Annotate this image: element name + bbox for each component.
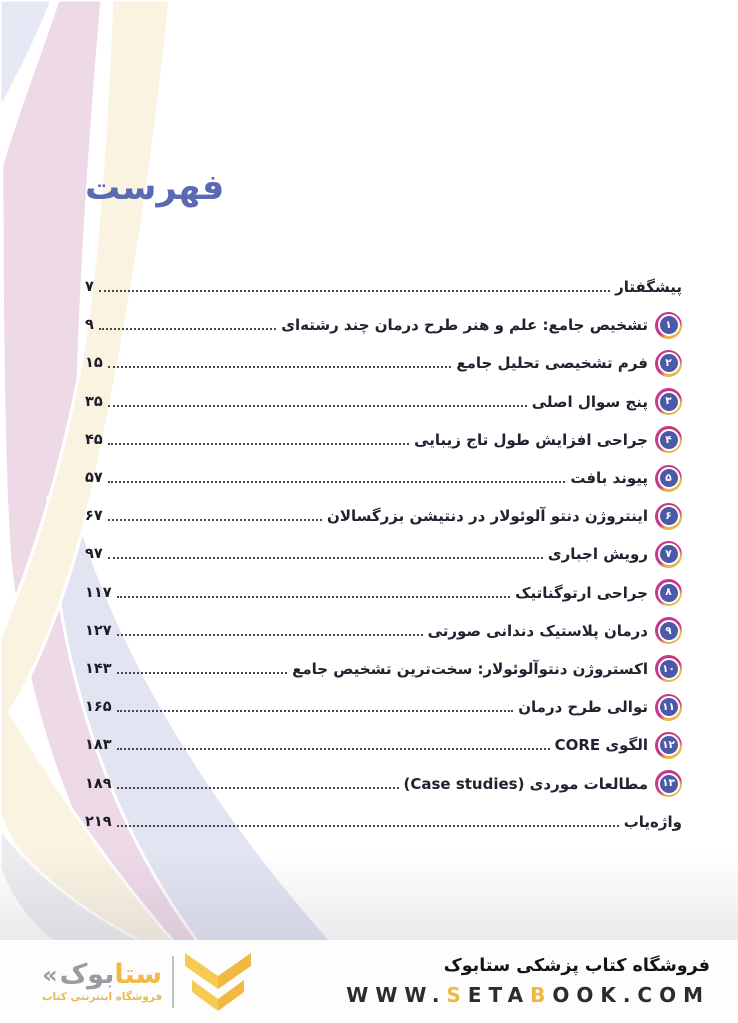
url-accent-s: S <box>446 983 468 1007</box>
toc-entry-title: جراحی ارتوگناتیک <box>515 583 648 602</box>
toc-row <box>85 383 682 421</box>
chapter-number-badge <box>655 541 682 568</box>
toc-row <box>85 726 682 764</box>
chapter-number-badge <box>655 426 682 453</box>
dotted-leader <box>117 787 399 789</box>
dotted-leader <box>108 481 566 483</box>
footer <box>0 940 738 1023</box>
toc-entry-page-number: ۹۷ <box>85 546 103 563</box>
url-part: WWW. <box>346 983 447 1007</box>
chapter-number: ۱۱ <box>658 696 680 718</box>
toc-entry-page-number: ۴۵ <box>85 431 103 448</box>
chapter-number-badge <box>655 465 682 492</box>
chapter-number: ۱۳ <box>658 773 680 795</box>
toc-row <box>85 612 682 650</box>
toc-row <box>85 344 682 382</box>
toc-row <box>85 421 682 459</box>
toc-entry-page-number: ۱۵ <box>85 355 103 372</box>
chapter-number: ۱ <box>658 314 680 336</box>
toc-row <box>85 764 682 802</box>
toc-row <box>85 535 682 573</box>
url-part: ETA <box>467 983 531 1007</box>
toc-entry-title: پیشگفتار <box>615 278 682 297</box>
toc-entry-title: مطالعات موردی (Case studies) <box>403 774 648 793</box>
logo-wordmark <box>42 960 162 990</box>
toc-entry-page-number: ۹ <box>85 317 94 334</box>
logo-tagline: فروشگاه اینترنتی کتاب <box>42 991 163 1004</box>
chapter-number: ۵ <box>658 467 680 489</box>
logo-guillemet: « <box>42 960 58 989</box>
dotted-leader <box>108 519 322 521</box>
dotted-leader <box>117 634 423 636</box>
dotted-leader <box>99 290 610 292</box>
toc-entry-title: پیوند بافت <box>570 469 648 488</box>
toc-row <box>85 803 682 841</box>
chapter-number-badge <box>655 503 682 530</box>
toc-entry-title: رویش اجباری <box>547 545 648 564</box>
chapter-number-badge <box>655 388 682 415</box>
page-title: فهرست <box>85 168 225 208</box>
toc-entry-title: پنج سوال اصلی <box>531 392 648 411</box>
logo-word-part-2: بوک <box>59 958 115 990</box>
toc-entry-page-number: ۷ <box>85 279 94 296</box>
toc-entry-title: جراحی افزایش طول تاج زیبایی <box>414 430 648 449</box>
chapter-number-badge <box>655 732 682 759</box>
chapter-number: ۲ <box>658 352 680 374</box>
double-chevron-down-icon <box>184 953 252 1011</box>
toc-entry-title: توالی طرح درمان <box>518 698 648 717</box>
toc-entry-title: تشخیص جامع: علم و هنر طرح درمان چند رشته‌ای <box>281 316 648 335</box>
dotted-leader <box>108 557 543 559</box>
toc-entry-page-number: ۳۵ <box>85 393 103 410</box>
toc-entry-page-number: ۶۷ <box>85 508 103 525</box>
dotted-leader <box>108 366 452 368</box>
toc-entry-page-number: ۱۸۹ <box>85 775 112 792</box>
chapter-number: ۴ <box>658 429 680 451</box>
chapter-number: ۶ <box>658 505 680 527</box>
dotted-leader <box>108 405 527 407</box>
toc-entry-title: الگوی CORE <box>554 736 648 755</box>
logo-wordmark-block <box>42 960 162 1004</box>
toc-row <box>85 650 682 688</box>
website-url <box>346 983 710 1007</box>
toc-entry-page-number: ۱۴۳ <box>85 660 112 677</box>
dotted-leader <box>117 825 619 827</box>
logo-divider <box>172 956 174 1008</box>
toc-entry-title: درمان پلاستیک دندانی صورتی <box>427 621 648 640</box>
toc-row <box>85 268 682 306</box>
store-text-block <box>346 956 710 1007</box>
chapter-number: ۳ <box>658 391 680 413</box>
url-part: OOK.COM <box>552 983 710 1007</box>
chapter-number-badge <box>655 617 682 644</box>
toc-entry-title: اینتروژن دنتو آلوئولار در دنتیشن بزرگسالان <box>327 507 648 526</box>
chapter-number-badge <box>655 312 682 339</box>
dotted-leader <box>108 443 409 445</box>
chapter-number-badge <box>655 655 682 682</box>
toc-entry-page-number: ۱۲۷ <box>85 622 112 639</box>
chapter-number: ۹ <box>658 620 680 642</box>
chapter-number: ۱۲ <box>658 734 680 756</box>
url-accent-b: B <box>530 983 553 1007</box>
toc-entry-page-number: ۱۶۵ <box>85 699 112 716</box>
chapter-number-badge <box>655 579 682 606</box>
toc-entry-page-number: ۵۷ <box>85 470 103 487</box>
dotted-leader <box>99 328 276 330</box>
chapter-number: ۱۰ <box>658 658 680 680</box>
toc-row <box>85 574 682 612</box>
chapter-number: ۷ <box>658 543 680 565</box>
dotted-leader <box>117 596 511 598</box>
toc-row <box>85 459 682 497</box>
chapter-number-badge <box>655 694 682 721</box>
toc-row <box>85 497 682 535</box>
logo-word-part-1: ستا <box>114 958 163 990</box>
toc-entry-title: فرم تشخیصی تحلیل جامع <box>456 354 648 373</box>
chapter-number-badge <box>655 770 682 797</box>
toc-entry-title: اکستروژن دنتوآلوئولار: سخت‌ترین تشخیص جامع <box>292 659 648 678</box>
store-name: فروشگاه کتاب پزشکی ستابوک <box>443 956 710 976</box>
toc-entry-page-number: ۲۱۹ <box>85 813 112 830</box>
toc-list <box>85 268 682 841</box>
chapter-number-badge <box>655 350 682 377</box>
toc-entry-page-number: ۱۱۷ <box>85 584 112 601</box>
chapter-number: ۸ <box>658 582 680 604</box>
toc-row <box>85 688 682 726</box>
toc-row <box>85 306 682 344</box>
dotted-leader <box>117 748 550 750</box>
dotted-leader <box>117 672 288 674</box>
dotted-leader <box>117 710 514 712</box>
toc-entry-page-number: ۱۸۳ <box>85 737 112 754</box>
setabook-logo <box>42 953 252 1011</box>
toc-entry-title: واژه‌یاب <box>623 812 682 831</box>
